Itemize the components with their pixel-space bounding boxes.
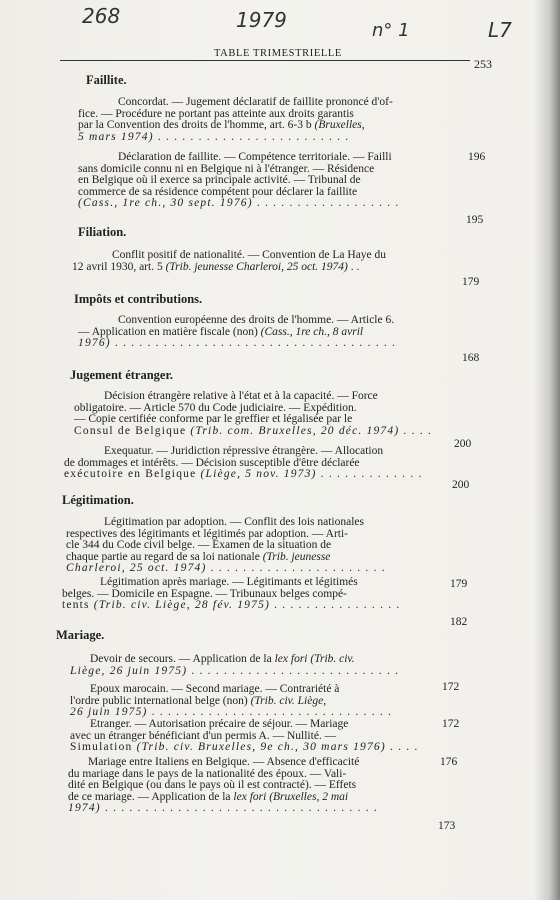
entry-line: Etranger. — Autorisation précaire de séjour. — Mariage bbox=[90, 718, 349, 730]
entry-line: Devoir de secours. — Application de la lex fori (Trib. civ. bbox=[90, 653, 355, 665]
entry-line: Légitimation par adoption. — Conflit des lois nationales bbox=[104, 516, 364, 528]
entry-line: Consul de Belgique (Trib. com. Bruxelles, 20 déc. 1974) . . . . bbox=[74, 424, 432, 437]
section-title-legitimation: Légitimation. bbox=[62, 493, 134, 507]
section-title-jugement-etranger: Jugement étranger. bbox=[70, 368, 173, 382]
entry-faillite-concordat bbox=[78, 97, 393, 143]
entry-line: commerce de sa résidence compétent pour déclarer la faillite bbox=[78, 185, 358, 198]
entry-line: 26 juin 1975) . . . . . . . . . . . . . . . . . . . . . . . . . . . . . . bbox=[70, 706, 393, 719]
handwritten-note-number: 268 bbox=[82, 4, 121, 28]
entry-line: exécutoire en Belgique (Liège, 5 nov. 1973) . . . . . . . . . . . . . bbox=[64, 468, 423, 481]
entry-line: 1976) . . . . . . . . . . . . . . . . . . . . . . . . . . . . . . . . . . . bbox=[78, 337, 397, 350]
handwritten-note-issue: n° 1 bbox=[372, 20, 410, 41]
entry-mariage-italiens bbox=[68, 757, 378, 815]
entry-line: obligatoire. — Article 570 du Code judiciaire. — Expédition. bbox=[74, 401, 357, 414]
entry-line: de dommages et intérêts. — Décision susceptible d'être déclarée bbox=[64, 456, 360, 469]
page-reference: 172 bbox=[442, 681, 460, 693]
page-reference: 176 bbox=[440, 756, 458, 768]
entry-line: respectives des légitimants et légitimés par adoption. — Arti- bbox=[66, 527, 349, 540]
entry-legitimation-adoption bbox=[66, 517, 386, 575]
entry-line: par la Convention des droits de l'homme, art. 6-3 b (Bruxelles, bbox=[78, 119, 365, 132]
entry-line: sans domicile connu ni en Belgique ni à l'étranger. — Résidence bbox=[78, 162, 375, 175]
page-reference: 179 bbox=[462, 276, 480, 288]
entry-line: cle 344 du Code civil belge. — Examen de la situation de bbox=[66, 539, 332, 552]
handwritten-note-year: 1979 bbox=[236, 8, 287, 32]
page-reference: 200 bbox=[452, 479, 470, 491]
running-title: TABLE TRIMESTRIELLE bbox=[214, 48, 342, 59]
page-reference: 173 bbox=[438, 820, 456, 832]
entry-line: 1974) . . . . . . . . . . . . . . . . . . . . . . . . . . . . . . . . . . bbox=[68, 802, 378, 815]
section-title-mariage: Mariage. bbox=[56, 628, 105, 642]
entry-faillite-declaration bbox=[78, 152, 399, 210]
entry-line: en Belgique où il exerce sa principale activité. — Tribunal de bbox=[78, 174, 361, 187]
entry-line: — Copie certifiée conforme par le greffier et légalisée par le bbox=[74, 413, 353, 426]
entry-line: Simulation (Trib. civ. Bruxelles, 9e ch., 30 mars 1976) . . . . bbox=[70, 741, 419, 754]
entry-mariage-devoir bbox=[70, 654, 399, 677]
section-title-faillite: Faillite. bbox=[86, 73, 127, 87]
entry-line: dité en Belgique (ou dans le pays où il est contracté). — Effets bbox=[68, 779, 357, 792]
entry-line: fice. — Procédure ne portant pas atteinte aux droits garantis bbox=[78, 107, 354, 120]
entry-impots-convention bbox=[78, 315, 396, 350]
entry-jugement-exequatur bbox=[64, 446, 423, 481]
entry-line: (Cass., 1re ch., 30 sept. 1976) . . . . . . . . . . . . . . . . . . bbox=[78, 197, 400, 210]
entry-line: Mariage entre Italiens en Belgique. — Absence d'efficacité bbox=[88, 756, 360, 768]
entry-line: tents (Trib. civ. Liège, 28 fév. 1975) . . . . . . . . . . . . . . . . bbox=[62, 599, 401, 612]
entry-line: du mariage dans le pays de la nationalité des époux. — Vali- bbox=[68, 767, 347, 780]
page-reference: 172 bbox=[442, 718, 460, 730]
entry-line: Légitimation après mariage. — Légitimants et légitimés bbox=[100, 576, 358, 588]
entry-line: avec un étranger bénéficiant d'un permis A. — Nullité. — bbox=[70, 729, 337, 742]
entry-mariage-etranger bbox=[70, 719, 419, 754]
entry-jugement-decision bbox=[74, 391, 432, 437]
page-reference: 200 bbox=[454, 438, 472, 450]
page-reference: 196 bbox=[468, 151, 486, 163]
entry-line: l'ordre public international belge (non) (Trib. civ. Liège, bbox=[70, 694, 327, 707]
page-reference: 179 bbox=[450, 578, 468, 590]
section-title-impots: Impôts et contributions. bbox=[74, 292, 203, 306]
entry-line: Convention européenne des droits de l'homme. — Article 6. bbox=[118, 314, 395, 326]
entry-line: chaque partie au regard de sa loi nationale (Trib. jeunesse bbox=[66, 550, 331, 563]
page-reference: 168 bbox=[462, 352, 480, 364]
entry-line: Epoux marocain. — Second mariage. — Contrariété à bbox=[90, 683, 340, 695]
page-reference: 195 bbox=[466, 214, 484, 226]
handwritten-note-code: L7 bbox=[488, 18, 512, 42]
entry-line: de ce mariage. — Application de la lex fori (Bruxelles, 2 mai bbox=[68, 790, 349, 803]
page-number: 253 bbox=[474, 57, 492, 71]
entry-filiation-conflit bbox=[72, 250, 386, 273]
entry-mariage-epoux bbox=[70, 684, 392, 719]
entry-line: Liège, 26 juin 1975) . . . . . . . . . . . . . . . . . . . . . . . . . . bbox=[70, 664, 400, 677]
entry-legitimation-mariage bbox=[62, 577, 400, 612]
section-title-filiation: Filiation. bbox=[78, 225, 127, 239]
entry-line: Concordat. — Jugement déclaratif de faillite prononcé d'of- bbox=[118, 96, 393, 108]
entry-line: Charleroi, 25 oct. 1974) . . . . . . . . . . . . . . . . . . . . . . bbox=[66, 562, 386, 575]
entry-line: Conflit positif de nationalité. — Convention de La Haye du bbox=[112, 249, 387, 261]
entry-line: Exequatur. — Juridiction répressive étrangère. — Allocation bbox=[104, 445, 384, 457]
page-reference: 182 bbox=[450, 616, 468, 628]
entry-line: belges. — Domicile en Espagne. — Tribunaux belges compé- bbox=[62, 587, 347, 600]
entry-line: Décision étrangère relative à l'état et à la capacité. — Force bbox=[104, 390, 378, 402]
entry-line: 12 avril 1930, art. 5 (Trib. jeunesse Charleroi, 25 oct. 1974) . . bbox=[72, 260, 360, 273]
entry-line: Déclaration de faillite. — Compétence territoriale. — Failli bbox=[118, 151, 392, 163]
entry-line: 5 mars 1974) . . . . . . . . . . . . . . . . . . . . . . . . bbox=[78, 130, 350, 143]
entry-line: — Application en matière fiscale (non) (Cass., 1re ch., 8 avril bbox=[78, 325, 364, 338]
